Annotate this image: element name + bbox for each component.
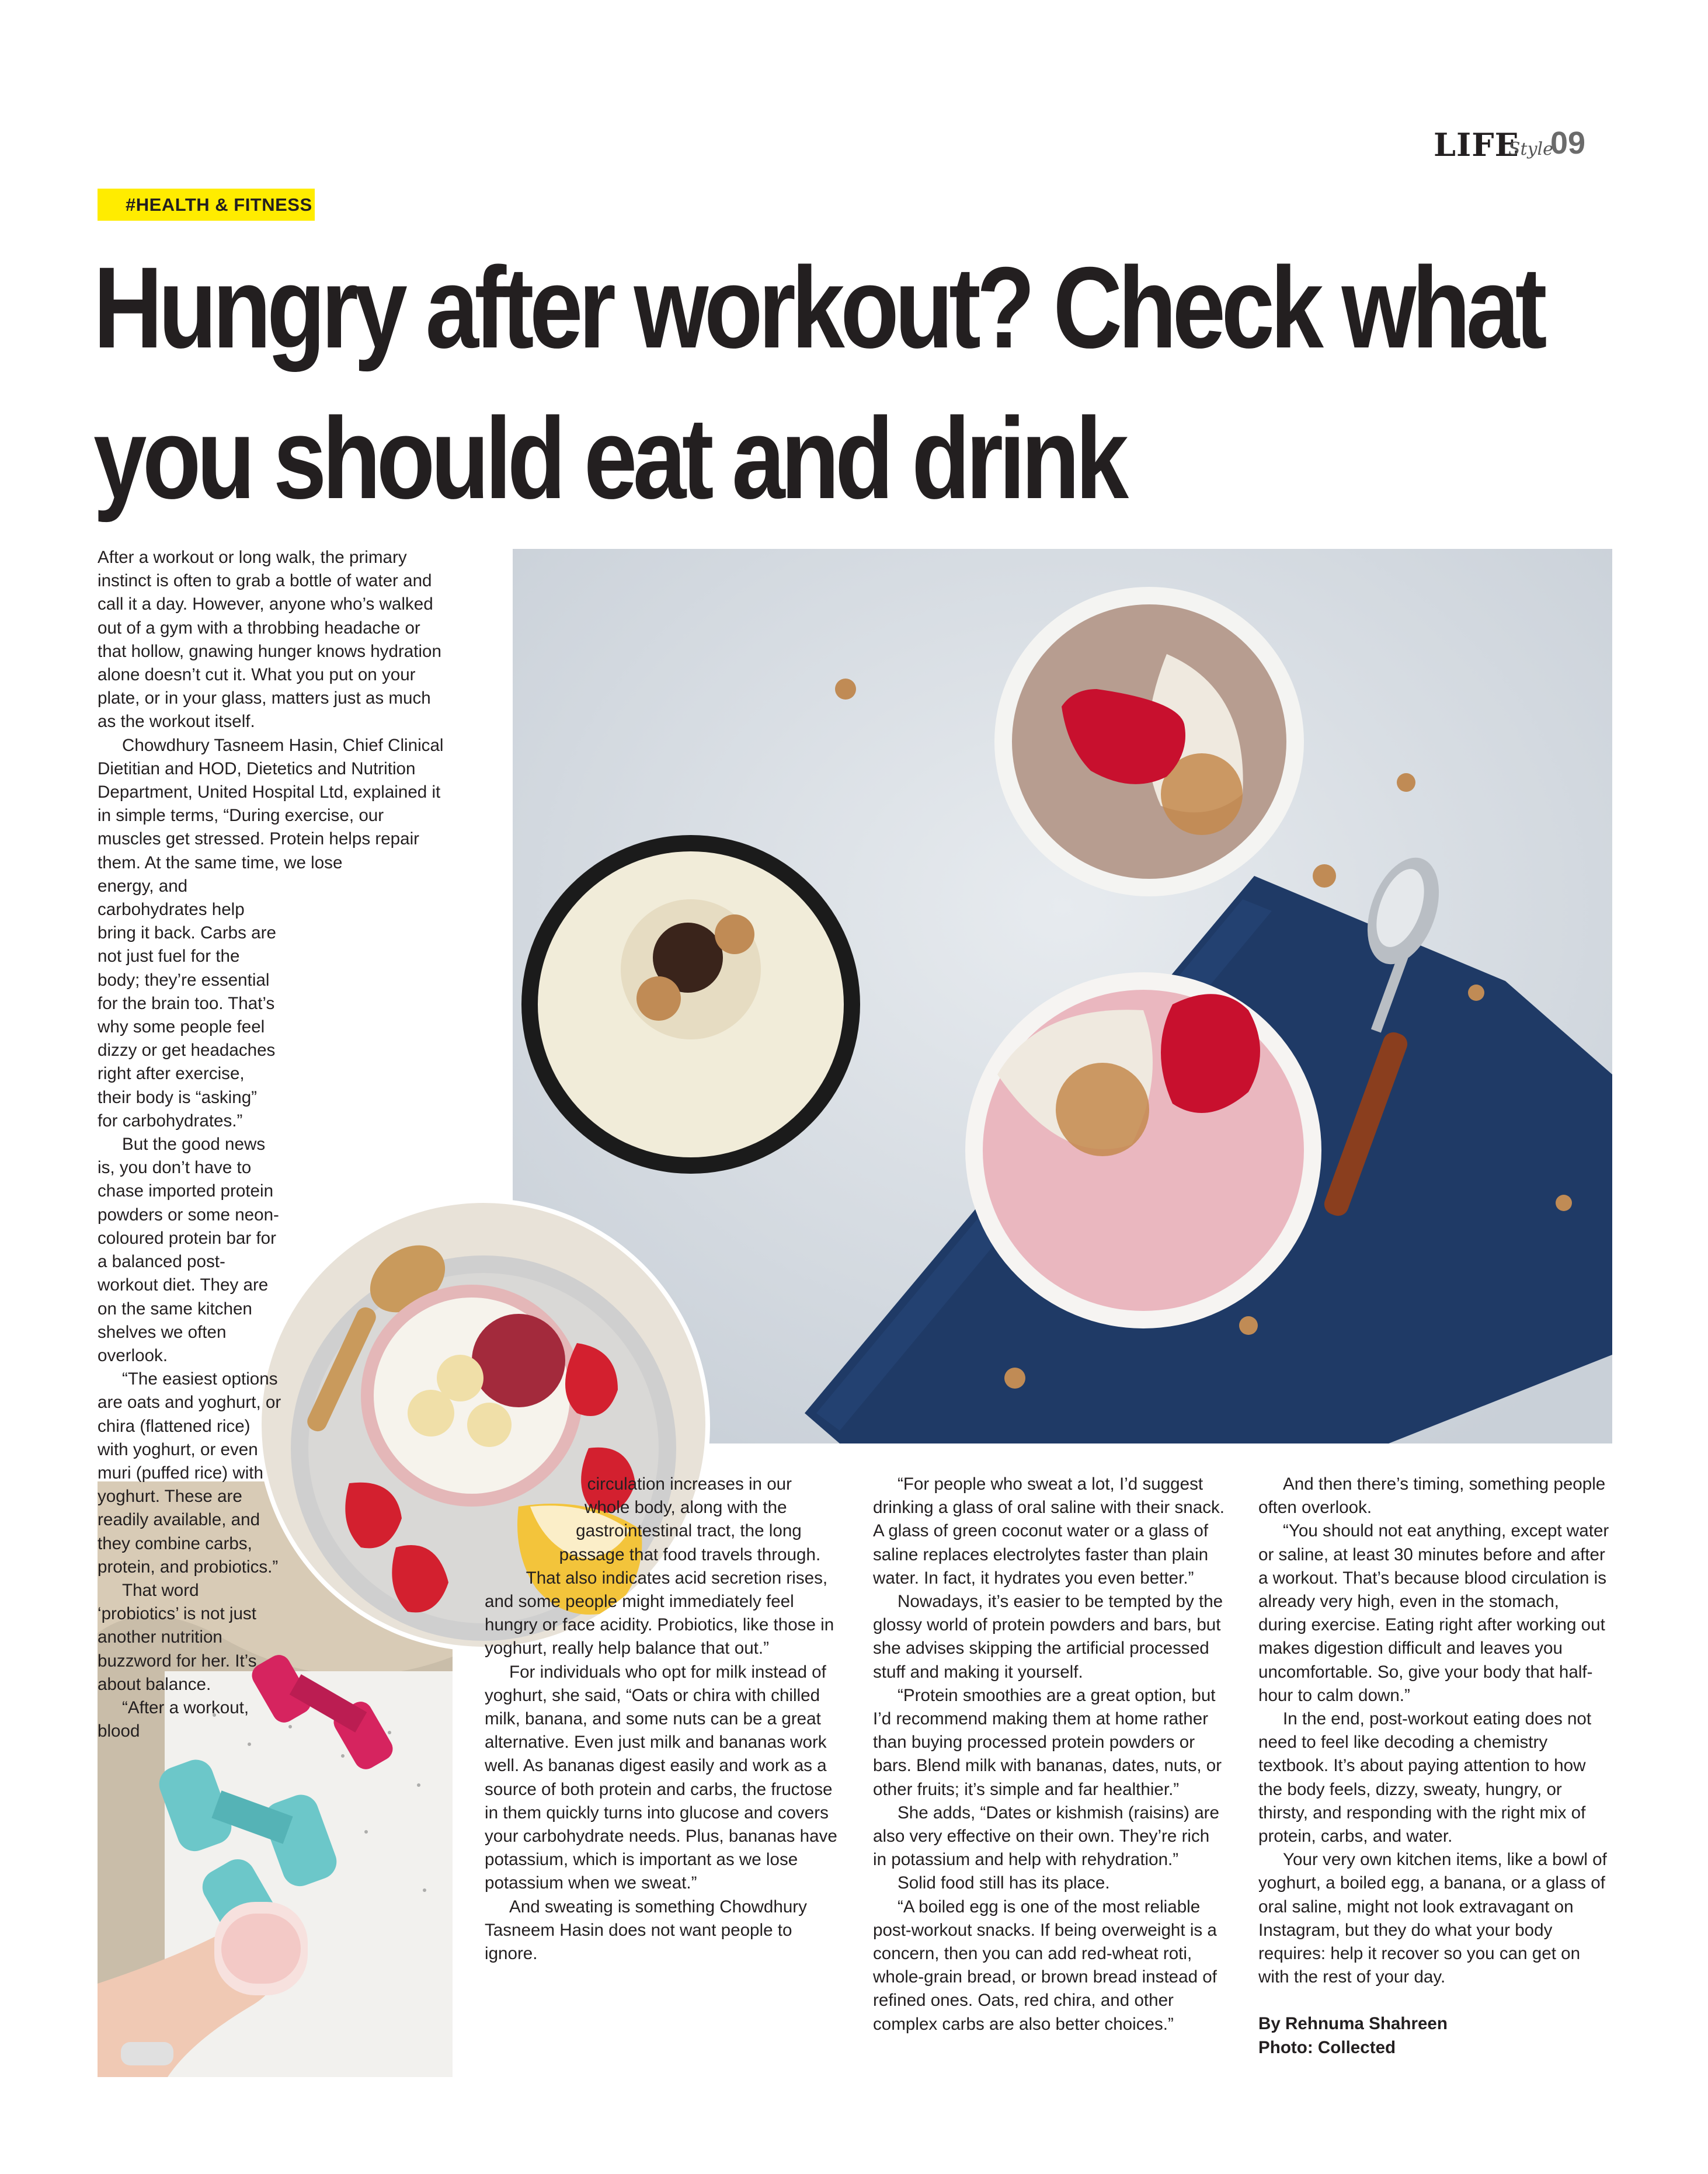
paragraph: And then there’s timing, something people often overlook.	[1258, 1474, 1606, 1518]
byline: By Rehnuma Shahreen	[1258, 2014, 1448, 2034]
article-column-2	[485, 1473, 838, 1966]
headline-line-1: Hungry after workout? Check what	[93, 243, 1543, 372]
paragraph: “You should not eat anything, except water or saline, at least 30 minutes before and after a workout. That’s because blood circulation is already very high, even in the stomach, during exercise. Eating right after working out makes digestion difficult and leaves you uncomfortable. So, give your body that half-hour to calm down.”	[1258, 1521, 1609, 1705]
article-column-3	[873, 1473, 1226, 2036]
paragraph: But the good news is, you don’t have to chase imported protein powders or some neon-coloured protein bar for a balanced post-workout diet. They are on the same kitchen shelves we often overlook.	[98, 1135, 279, 1365]
page-number: 09	[1550, 126, 1586, 161]
brand-logo: LIFE	[1434, 126, 1519, 164]
paragraph: Your very own kitchen items, like a bowl of yoghurt, a boiled egg, a banana, or a glass of oral saline, might not look extravagant on Instagram, but they do what your body requires: help it recover so you can get on with the rest of your day.	[1258, 1850, 1607, 1987]
photo-credit: Photo: Collected	[1258, 2037, 1396, 2057]
paragraph: circulation increases in our whole body, along with the gastrointestinal tract, the long passage that food travels through. That also indicates acid secretion rises, and some people might immediately feel hungry or face acidity. Probiotics, like those in yoghurt, really help balance that out.”	[485, 1474, 834, 1658]
paragraph: “After a workout, blood	[98, 1698, 249, 1741]
paragraph: “Protein smoothies are a great option, but I’d recommend making them at home rather than buying processed protein powders or bars. Blend milk with bananas, dates, nuts, or other fruits; it’s simple and far healthier.”	[873, 1685, 1222, 1799]
smoothie-bowls-photo	[513, 549, 1612, 1443]
brand-sub-logo: Style	[1508, 139, 1553, 159]
paragraph: For individuals who opt for milk instead of yoghurt, she said, “Oats or chira with chilled milk, banana, and some nuts can be a great alternative. Even just milk and bananas work well. As bananas digest easily and work as a source of both protein and carbs, the fructose in them quickly turns into glucose and covers your carbohydrate needs. Plus, bananas have potassium, which is important as we lose potassium when we sweat.”	[485, 1662, 837, 1893]
paragraph: Nowadays, it’s easier to be tempted by the glossy world of protein powders and bars, but she advises skipping the artificial processed stuff and making it yourself.	[873, 1592, 1223, 1682]
paragraph: “A boiled egg is one of the most reliable post-workout snacks. If being overweight is a concern, then you can add red-wheat roti, whole-grain bread, or brown bread instead of refined ones. Oats, red chira, and other complex carbs are also better choices.”	[873, 1897, 1217, 2034]
headline	[93, 232, 1543, 534]
section-tag-label: #HEALTH & FITNESS	[126, 194, 312, 215]
paragraph: In the end, post-workout eating does not need to feel like decoding a chemistry textbook. It’s about paying attention to how the body feels, dizzy, sweaty, hungry, or thirsty, and responding with the right mix of protein, carbs, and water.	[1258, 1709, 1592, 1846]
paragraph: That word ‘probiotics’ is not just another nutrition buzzword for her. It’s about balance.	[98, 1580, 257, 1694]
section-tag	[98, 189, 315, 221]
masthead	[1434, 124, 1588, 165]
article-column-4	[1258, 1473, 1612, 2060]
paragraph: “For people who sweat a lot, I’d suggest drinking a glass of oral saline with their snack. A glass of green coconut water or a glass of saline replaces electrolytes faster than plain water. In fact, it hydrates you even better.”	[873, 1474, 1225, 1588]
paragraph: She adds, “Dates or kishmish (raisins) are also very effective on their own. They’re rich in potassium and help with rehydration.”	[873, 1803, 1219, 1870]
paragraph: “The easiest options are oats and yoghurt, or chira (flattened rice) with yoghurt, or even muri (puffed rice) with yoghurt. These are readily available, and they combine carbs, protein, and probiotics.”	[98, 1369, 281, 1577]
article-column-1	[98, 546, 451, 1761]
paragraph: And sweating is something Chowdhury Tasneem Hasin does not want people to ignore.	[485, 1897, 807, 1964]
paragraph: After a workout or long walk, the primary instinct is often to grab a bottle of water and call it a day. However, anyone who’s walked out of a gym with a throbbing headache or that hollow, gnawing hunger knows hydration alone doesn’t cut it. What you put on your plate, or in your glass, matters just as much as the workout itself.	[98, 548, 441, 732]
paragraph: Solid food still has its place.	[898, 1873, 1110, 1893]
paragraph: Chowdhury Tasneem Hasin, Chief Clinical Dietitian and HOD, Dietetics and Nutrition Department, United Hospital Ltd, explained it in simple terms, “During exercise, our muscles get stressed. Protein helps repair them. At the same time, we lose energy, and carbohydrates help bring it back. Carbs are not just fuel for the body; they’re essential for the brain too. That’s why some people feel dizzy or get headaches right after exercise, their body is “asking” for carbohydrates.”	[98, 735, 444, 1131]
smoothie-bowls-illustration	[513, 549, 1612, 1443]
headline-line-2: you should eat and drink	[93, 394, 1125, 523]
